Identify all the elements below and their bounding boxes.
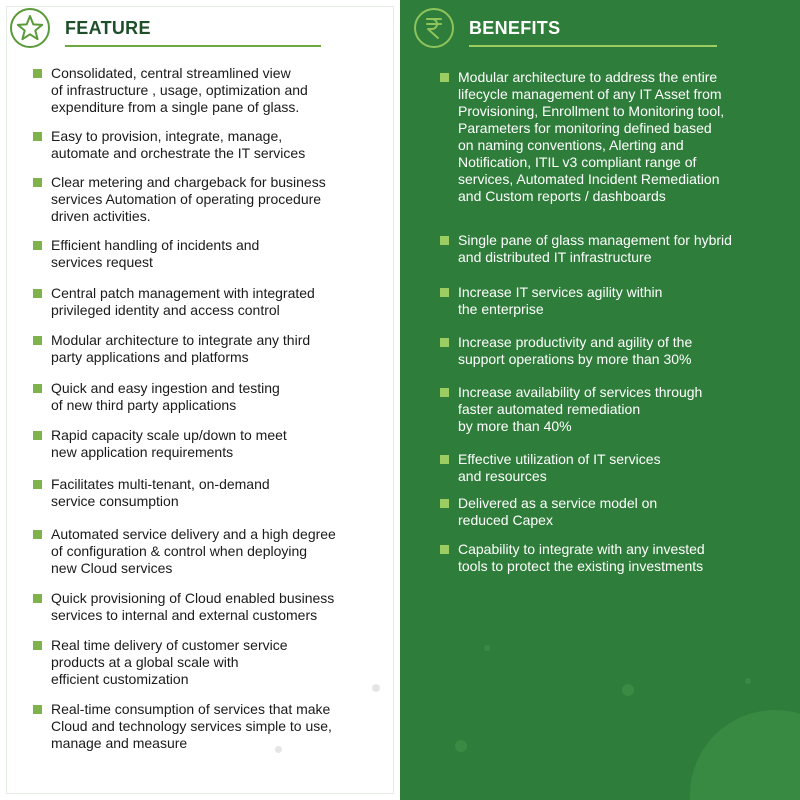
benefit-item: [458, 384, 793, 435]
star-icon: [10, 8, 50, 48]
benefit-item-text: Increase IT services agility within the enterprise: [458, 284, 663, 317]
benefit-item: [458, 495, 793, 529]
bullet-square: [440, 338, 449, 347]
feature-item-text: Facilitates multi-tenant, on-demand service consumption: [51, 476, 270, 509]
bullet-square: [33, 241, 42, 250]
feature-item-text: Efficient handling of incidents and services request: [51, 237, 260, 270]
benefit-item: [458, 541, 793, 575]
feature-item: [51, 526, 386, 577]
bullet-square: [33, 705, 42, 714]
bullet-square: [440, 545, 449, 554]
benefits-panel: [400, 0, 800, 800]
benefit-item-text: Single pane of glass management for hybrid and distributed IT infrastructure: [458, 232, 732, 265]
feature-item-text: Central patch management with integrated privileged identity and access control: [51, 285, 315, 318]
feature-item: [51, 65, 386, 116]
bullet-square: [440, 388, 449, 397]
feature-item: [51, 128, 386, 162]
bullet-square: [440, 73, 449, 82]
feature-item-text: Real time delivery of customer service products at a global scale with efficient customization: [51, 637, 288, 687]
feature-item-text: Easy to provision, integrate, manage, automate and orchestrate the IT services: [51, 128, 306, 161]
benefit-item: [458, 334, 793, 368]
benefit-item-text: Effective utilization of IT services and resources: [458, 451, 661, 484]
feature-item: [51, 332, 386, 366]
feature-item-text: Quick and easy ingestion and testing of new third party applications: [51, 380, 280, 413]
feature-item-text: Rapid capacity scale up/down to meet new application requirements: [51, 427, 287, 460]
benefit-item-text: Modular architecture to address the entire lifecycle management of any IT Asset from Provisioning, Enrollment to Monitoring tool, Parameters for monitoring defined based on naming conventions, Alerting and Notification, ITIL v3 compliant range of services, Automated Incident Remediation and Custom reports / dashboards: [458, 69, 725, 204]
bullet-square: [33, 289, 42, 298]
bullet-square: [33, 530, 42, 539]
feature-item-text: Modular architecture to integrate any third party applications and platforms: [51, 332, 311, 365]
feature-item: [51, 701, 386, 752]
feature-title-underline: [65, 45, 321, 47]
bullet-square: [440, 236, 449, 245]
bullet-square: [33, 336, 42, 345]
feature-item-text: Automated service delivery and a high degree of configuration & control when deploying new Cloud services: [51, 526, 336, 576]
feature-title: FEATURE: [65, 18, 151, 38]
decorative-dot: [484, 645, 490, 651]
feature-item: [51, 590, 386, 624]
decorative-dot: [372, 684, 380, 692]
feature-item-text: Consolidated, central streamlined view of infrastructure , usage, optimization and expenditure from a single pane of glass.: [51, 65, 308, 115]
feature-item-text: Quick provisioning of Cloud enabled business services to internal and external customers: [51, 590, 335, 623]
benefit-item: [458, 451, 793, 485]
benefit-item-text: Increase productivity and agility of the support operations by more than 30%: [458, 334, 693, 367]
feature-item: [51, 476, 386, 510]
bullet-square: [440, 288, 449, 297]
decorative-dot: [455, 740, 467, 752]
feature-item: [51, 637, 386, 688]
benefits-title-underline: [469, 45, 717, 47]
bullet-square: [33, 594, 42, 603]
benefit-item-text: Capability to integrate with any invested tools to protect the existing investments: [458, 541, 705, 574]
feature-item: [51, 427, 386, 461]
rupee-icon: [414, 8, 454, 48]
decorative-dot: [622, 684, 634, 696]
decorative-circle: [690, 710, 800, 800]
feature-item: [51, 380, 386, 414]
benefit-item: [458, 69, 793, 205]
bullet-square: [33, 132, 42, 141]
feature-item: [51, 174, 386, 225]
benefit-item-text: Delivered as a service model on reduced Capex: [458, 495, 658, 528]
feature-item: [51, 285, 386, 319]
decorative-dot: [275, 746, 282, 753]
bullet-square: [33, 431, 42, 440]
bullet-square: [440, 499, 449, 508]
decorative-dot: [745, 678, 751, 684]
bullet-square: [33, 641, 42, 650]
benefits-title: BENEFITS: [469, 18, 561, 38]
bullet-square: [33, 480, 42, 489]
feature-item: [51, 237, 386, 271]
bullet-square: [33, 69, 42, 78]
feature-item-text: Clear metering and chargeback for business services Automation of operating procedure driven activities.: [51, 174, 326, 224]
benefit-item: [458, 232, 793, 266]
feature-item-text: Real-time consumption of services that make Cloud and technology services simple to use, manage and measure: [51, 701, 332, 751]
benefit-item-text: Increase availability of services through faster automated remediation by more than 40%: [458, 384, 703, 434]
bullet-square: [33, 178, 42, 187]
bullet-square: [440, 455, 449, 464]
benefit-item: [458, 284, 793, 318]
bullet-square: [33, 384, 42, 393]
